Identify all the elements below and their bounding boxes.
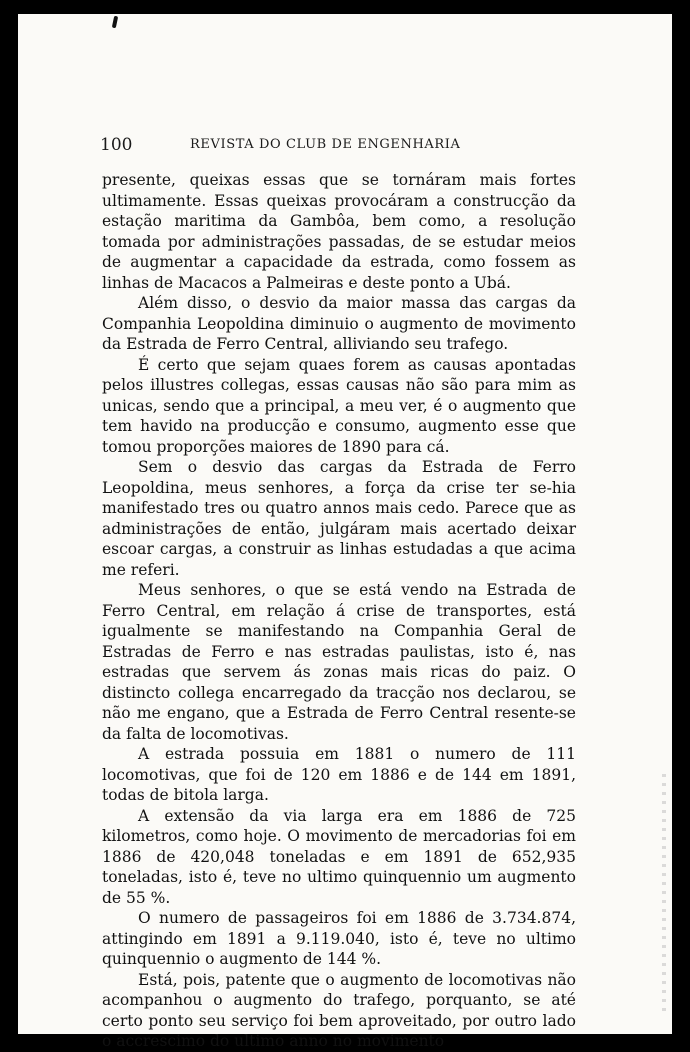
paragraph: Sem o desvio das cargas da Estrada de Ferro Leopoldina, meus senhores, a força da crise ter se-hia manifestado tres ou quatro annos mais cedo. Parece que as administrações de então, julgáram mais acertado deixar escoar cargas, a construir as linhas estudadas a que acima me referi. bbox=[102, 458, 576, 579]
document-page bbox=[18, 14, 672, 1050]
paragraph: presente, queixas essas que se tornáram mais fortes ultimamente. Essas queixas provocáram a construcção da estação maritima da Gambôa, bem como, a resolução tomada por administrações passadas, de se estudar meios de augmentar a capacidade da estrada, como fossem as linhas de Macacos a Palmeiras e deste ponto a Ubá. bbox=[102, 171, 576, 292]
body-text bbox=[102, 170, 576, 1052]
scan-edge-noise bbox=[662, 774, 666, 1014]
paragraph: É certo que sejam quaes forem as causas apontadas pelos illustres collegas, essas causas não são para mim as unicas, sendo que a principal, a meu ver, é o augmento que tem havido na producção e consumo, augmento esse que tomou proporções maiores de 1890 para cá. bbox=[102, 355, 576, 456]
paragraph: Além disso, o desvio da maior massa das cargas da Companhia Leopoldina diminuio o augmento de movimento da Estrada de Ferro Central, alliviando seu trafego. bbox=[102, 294, 576, 353]
paragraph: A extensão da via larga era em 1886 de 725 kilometros, como hoje. O movimento de mercadorias foi em 1886 de 420,048 toneladas e em 1891 de 652,935 toneladas, isto é, teve no ultimo quinquennio um augmento de 55 %. bbox=[102, 806, 576, 907]
running-title: REVISTA DO CLUB DE ENGENHARIA bbox=[190, 137, 461, 152]
scan-ink-mark bbox=[112, 16, 118, 29]
paragraph: Meus senhores, o que se está vendo na Estrada de Ferro Central, em relação á crise de transportes, está igualmente se manifestando na Companhia Geral de Estradas de Ferro e nas estradas paulistas, isto é, nas estradas que servem ás zonas mais ricas do paiz. O distincto collega encarregado da tracção nos declarou, se não me engano, que a Estrada de Ferro Central resente-se da falta de locomotivas. bbox=[102, 581, 576, 743]
page-number: 100 bbox=[100, 135, 133, 155]
paragraph: A estrada possuia em 1881 o numero de 111 locomotivas, que foi de 120 em 1886 e de 144 em 1891, todas de bitola larga. bbox=[102, 745, 576, 804]
page-header bbox=[100, 135, 570, 161]
paragraph: O numero de passageiros foi em 1886 de 3.734.874, attingindo em 1891 a 9.119.040, isto é, teve no ultimo quinquennio o augmento de 144 %. bbox=[102, 909, 576, 968]
paragraph: Está, pois, patente que o augmento de locomotivas não acompanhou o augmento do trafego, porquanto, se até certo ponto seu serviço foi bem aproveitado, por outro lado o accrescimo do ultimo anno no movimento bbox=[102, 970, 576, 1050]
